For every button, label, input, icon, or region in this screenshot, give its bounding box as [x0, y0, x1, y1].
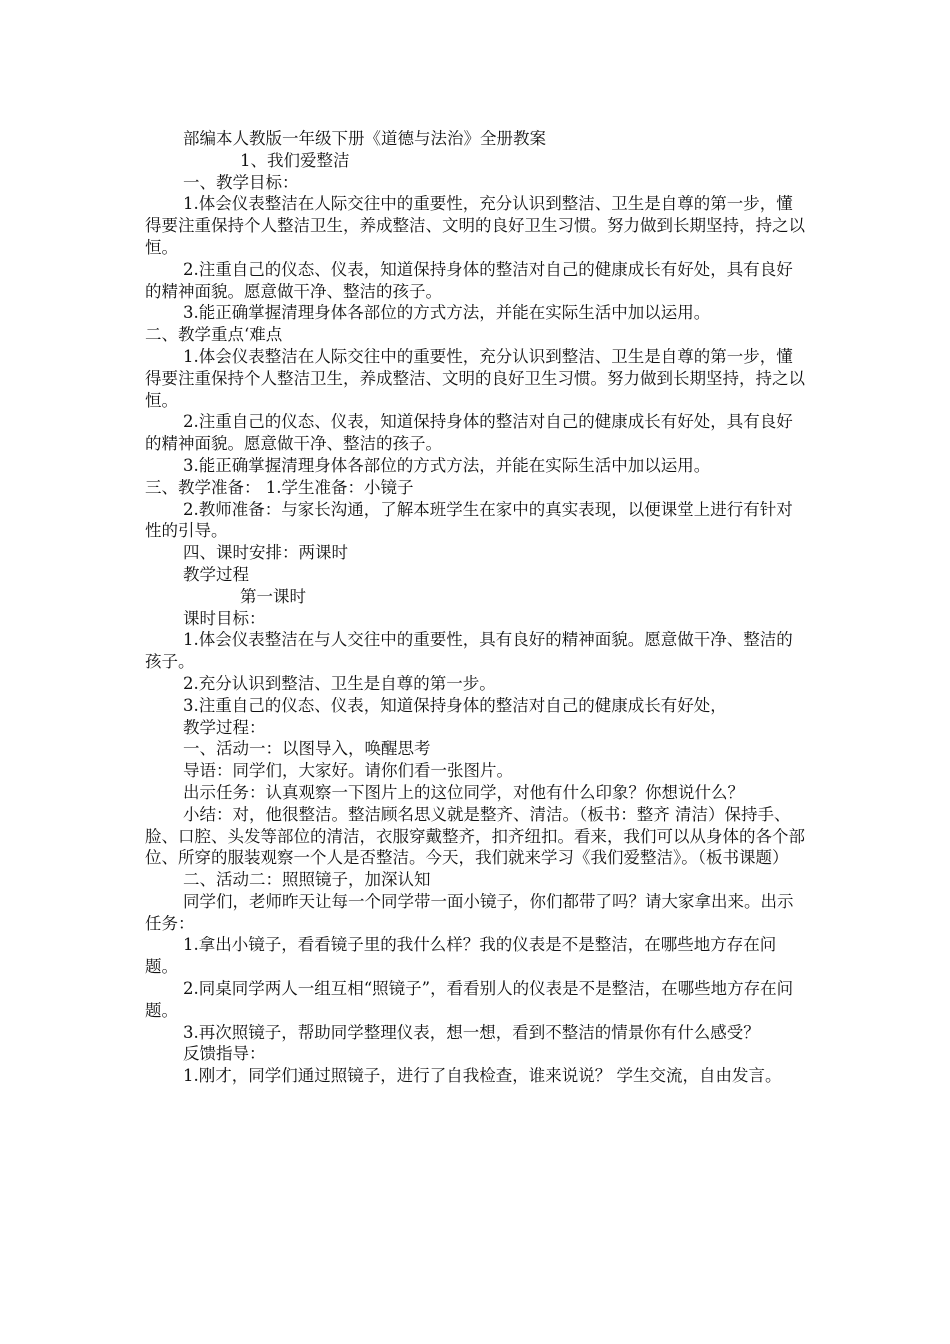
paragraph: 2.教师准备：与家长沟通，了解本班学生在家中的真实表现，以便课堂上进行有针对性的引导。: [145, 499, 793, 541]
paragraph: 教学过程：: [183, 717, 266, 737]
paragraph: 3.再次照镜子，帮助同学整理仪表，想一想，看到不整洁的情景你有什么感受？: [183, 1022, 760, 1042]
paragraph: 二、活动二：照照镜子，加深认知: [183, 870, 431, 890]
paragraph: 2.注重自己的仪态、仪表，知道保持身体的整洁对自己的健康成长有好处，具有良好的精神面貌。愿意做干净、整洁的孩子。: [145, 259, 793, 301]
document-title: 部编本人教版一年级下册《道德与法治》全册教案: [183, 129, 546, 148]
paragraph: 四、课时安排：两课时: [183, 543, 348, 563]
paragraph: 1.体会仪表整洁在人际交往中的重要性，充分认识到整洁、卫生是自尊的第一步，懂得要注重保持个人整洁卫生，养成整洁、文明的良好卫生习惯。努力做到长期坚持，持之以恒。: [145, 194, 805, 257]
paragraph: 反馈指导：: [183, 1044, 266, 1064]
paragraph: 2.同桌同学两人一组互相“照镜子”，看看别人的仪表是不是整洁，在哪些地方存在问题。: [145, 979, 794, 1020]
paragraph: 1.刚才，同学们通过照镜子，进行了自我检查，谁来说说？ 学生交流，自由发言。: [183, 1066, 782, 1086]
paragraph: 一、活动一：以图导入，唤醒思考: [183, 739, 431, 759]
paragraph: 第一课时: [240, 586, 306, 606]
lesson-title: 1、我们爱整洁: [240, 150, 350, 170]
paragraph: 1.体会仪表整洁在与人交往中的重要性，具有良好的精神面貌。愿意做干净、整洁的孩子。: [145, 630, 793, 672]
paragraph: 课时目标：: [183, 608, 266, 628]
paragraph: 二、教学重点‘难点: [145, 325, 283, 345]
paragraph: 3.能正确掌握清理身体各部位的方式方法，并能在实际生活中加以运用。: [183, 303, 711, 323]
paragraph: 导语：同学们，大家好。请你们看一张图片。: [183, 761, 513, 781]
paragraph: 3.注重自己的仪态、仪表，知道保持身体的整洁对自己的健康成长有好处，: [183, 695, 727, 715]
paragraph: 出示任务：认真观察一下图片上的这位同学，对他有什么印象？你想说什么？: [183, 782, 744, 802]
paragraph: 三、教学准备： 1.学生准备：小镜子: [145, 477, 414, 497]
lesson-plan-content: [145, 172, 805, 1087]
paragraph: 同学们，老师昨天让每一个同学带一面小镜子，你们都带了吗？请大家拿出来。出示任务：: [145, 891, 794, 933]
paragraph: 小结：对，他很整洁。整洁顾名思义就是整齐、清洁。（板书：整齐 清洁）保持手、脸、口腔、头发等部位的清洁，衣服穿戴整齐，扣齐纽扣。看来，我们可以从身体的各个部位、所穿的服装观察一个人是否整洁。今天，我们就来学习《我们爱整洁》。（板书课题）: [145, 804, 805, 868]
paragraph: 1.拿出小镜子，看看镜子里的我什么样？我的仪表是不是整洁，在哪些地方存在问题。: [145, 935, 777, 977]
paragraph: 教学过程: [183, 564, 249, 584]
document-body: [145, 128, 805, 1087]
paragraph: 一、教学目标：: [183, 172, 299, 192]
paragraph: 1.体会仪表整洁在人际交往中的重要性，充分认识到整洁、卫生是自尊的第一步，懂得要注重保持个人整洁卫生，养成整洁、文明的良好卫生习惯。努力做到长期坚持，持之以恒。: [145, 346, 805, 410]
paragraph: 2.充分认识到整洁、卫生是自尊的第一步。: [183, 673, 496, 693]
paragraph: 2.注重自己的仪态、仪表，知道保持身体的整洁对自己的健康成长有好处，具有良好的精神面貌。愿意做干净、整洁的孩子。: [145, 412, 793, 454]
paragraph: 3.能正确掌握清理身体各部位的方式方法，并能在实际生活中加以运用。: [183, 455, 711, 475]
